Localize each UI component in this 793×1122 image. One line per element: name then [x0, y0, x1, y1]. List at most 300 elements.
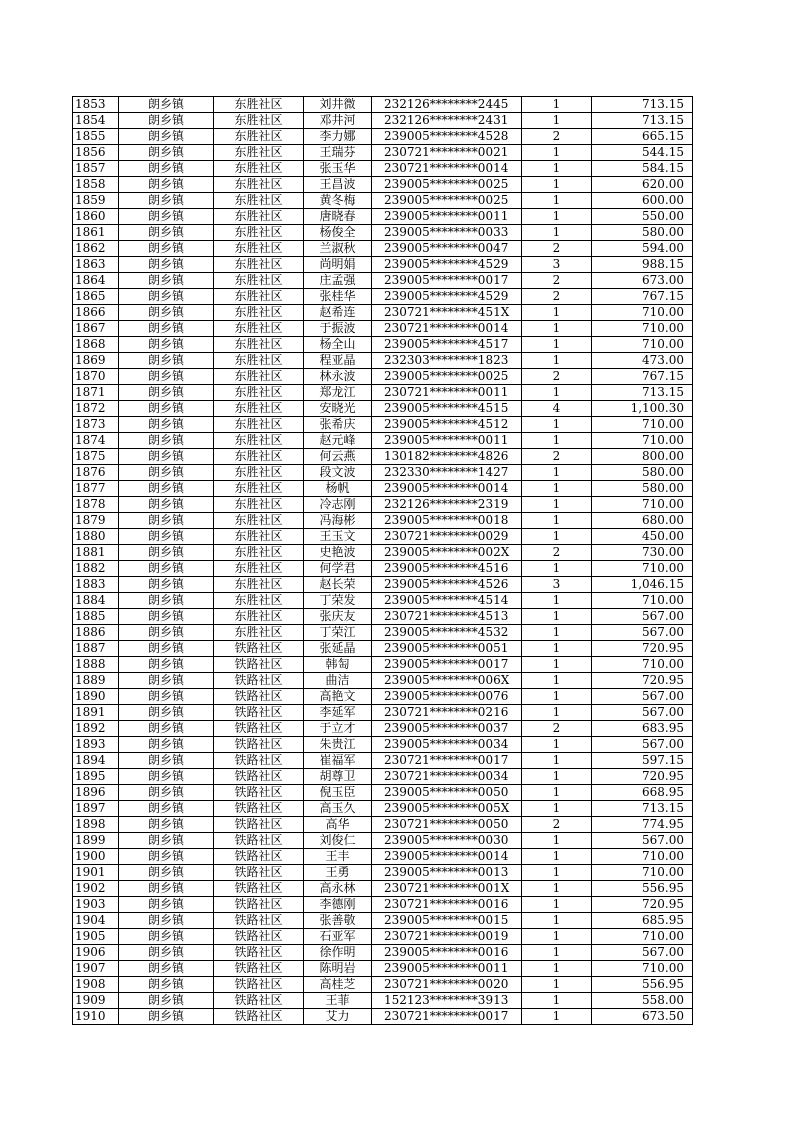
id-number-cell: 239005********0013 [372, 865, 522, 881]
serial-number-cell: 1891 [73, 705, 119, 721]
name-cell: 冷志刚 [304, 497, 372, 513]
table-row [73, 865, 693, 881]
amount-cell: 550.00 [592, 209, 693, 225]
table-row [73, 753, 693, 769]
name-cell: 高桂芝 [304, 977, 372, 993]
community-cell: 东胜社区 [214, 481, 304, 497]
table-row [73, 657, 693, 673]
serial-number-cell: 1875 [73, 449, 119, 465]
serial-number-cell: 1861 [73, 225, 119, 241]
community-cell: 铁路社区 [214, 785, 304, 801]
serial-number-cell: 1867 [73, 321, 119, 337]
serial-number-cell: 1874 [73, 433, 119, 449]
table-row [73, 833, 693, 849]
id-number-cell: 230721********0017 [372, 1009, 522, 1025]
name-cell: 黄冬梅 [304, 193, 372, 209]
community-cell: 铁路社区 [214, 929, 304, 945]
household-count-cell: 1 [522, 673, 592, 689]
amount-cell: 710.00 [592, 561, 693, 577]
id-number-cell: 239005********0011 [372, 209, 522, 225]
amount-cell: 710.00 [592, 657, 693, 673]
serial-number-cell: 1882 [73, 561, 119, 577]
amount-cell: 580.00 [592, 225, 693, 241]
amount-cell: 673.50 [592, 1009, 693, 1025]
town-cell: 朗乡镇 [119, 129, 214, 145]
table-row [73, 401, 693, 417]
serial-number-cell: 1864 [73, 273, 119, 289]
name-cell: 石亚军 [304, 929, 372, 945]
community-cell: 东胜社区 [214, 465, 304, 481]
serial-number-cell: 1866 [73, 305, 119, 321]
id-number-cell: 239005********0011 [372, 433, 522, 449]
name-cell: 安晓光 [304, 401, 372, 417]
amount-cell: 720.95 [592, 769, 693, 785]
name-cell: 丁荣江 [304, 625, 372, 641]
town-cell: 朗乡镇 [119, 497, 214, 513]
serial-number-cell: 1889 [73, 673, 119, 689]
town-cell: 朗乡镇 [119, 353, 214, 369]
household-count-cell: 1 [522, 929, 592, 945]
amount-cell: 713.15 [592, 113, 693, 129]
household-count-cell: 1 [522, 417, 592, 433]
serial-number-cell: 1881 [73, 545, 119, 561]
serial-number-cell: 1893 [73, 737, 119, 753]
amount-cell: 1,100.30 [592, 401, 693, 417]
id-number-cell: 232126********2319 [372, 497, 522, 513]
community-cell: 东胜社区 [214, 225, 304, 241]
community-cell: 东胜社区 [214, 337, 304, 353]
id-number-cell: 239005********0025 [372, 369, 522, 385]
community-cell: 东胜社区 [214, 385, 304, 401]
household-count-cell: 1 [522, 529, 592, 545]
amount-cell: 710.00 [592, 593, 693, 609]
id-number-cell: 230721********0014 [372, 161, 522, 177]
table-row [73, 465, 693, 481]
table-row [73, 721, 693, 737]
name-cell: 张希庆 [304, 417, 372, 433]
town-cell: 朗乡镇 [119, 817, 214, 833]
id-number-cell: 230721********0216 [372, 705, 522, 721]
community-cell: 东胜社区 [214, 273, 304, 289]
household-count-cell: 1 [522, 993, 592, 1009]
serial-number-cell: 1902 [73, 881, 119, 897]
household-count-cell: 1 [522, 961, 592, 977]
table-row [73, 577, 693, 593]
serial-number-cell: 1897 [73, 801, 119, 817]
community-cell: 东胜社区 [214, 129, 304, 145]
serial-number-cell: 1910 [73, 1009, 119, 1025]
town-cell: 朗乡镇 [119, 577, 214, 593]
household-count-cell: 3 [522, 257, 592, 273]
serial-number-cell: 1905 [73, 929, 119, 945]
id-number-cell: 230721********0034 [372, 769, 522, 785]
id-number-cell: 230721********0016 [372, 897, 522, 913]
town-cell: 朗乡镇 [119, 321, 214, 337]
name-cell: 张延晶 [304, 641, 372, 657]
household-count-cell: 1 [522, 209, 592, 225]
serial-number-cell: 1887 [73, 641, 119, 657]
id-number-cell: 239005********4516 [372, 561, 522, 577]
amount-cell: 600.00 [592, 193, 693, 209]
town-cell: 朗乡镇 [119, 561, 214, 577]
serial-number-cell: 1872 [73, 401, 119, 417]
table-row [73, 241, 693, 257]
serial-number-cell: 1909 [73, 993, 119, 1009]
serial-number-cell: 1894 [73, 753, 119, 769]
name-cell: 王昌波 [304, 177, 372, 193]
name-cell: 韩匋 [304, 657, 372, 673]
amount-cell: 567.00 [592, 945, 693, 961]
table-row [73, 449, 693, 465]
serial-number-cell: 1873 [73, 417, 119, 433]
household-count-cell: 1 [522, 1009, 592, 1025]
town-cell: 朗乡镇 [119, 1009, 214, 1025]
town-cell: 朗乡镇 [119, 257, 214, 273]
community-cell: 东胜社区 [214, 401, 304, 417]
serial-number-cell: 1854 [73, 113, 119, 129]
amount-cell: 710.00 [592, 865, 693, 881]
table-row [73, 433, 693, 449]
household-count-cell: 2 [522, 449, 592, 465]
town-cell: 朗乡镇 [119, 417, 214, 433]
id-number-cell: 239005********0025 [372, 193, 522, 209]
name-cell: 史艳波 [304, 545, 372, 561]
town-cell: 朗乡镇 [119, 433, 214, 449]
community-cell: 铁路社区 [214, 977, 304, 993]
serial-number-cell: 1895 [73, 769, 119, 785]
town-cell: 朗乡镇 [119, 593, 214, 609]
table-row [73, 881, 693, 897]
table-row [73, 97, 693, 113]
name-cell: 杨全山 [304, 337, 372, 353]
household-count-cell: 1 [522, 497, 592, 513]
id-number-cell: 239005********4512 [372, 417, 522, 433]
id-number-cell: 239005********0018 [372, 513, 522, 529]
household-count-cell: 1 [522, 113, 592, 129]
name-cell: 邓井河 [304, 113, 372, 129]
household-count-cell: 1 [522, 689, 592, 705]
amount-cell: 544.15 [592, 145, 693, 161]
household-count-cell: 1 [522, 593, 592, 609]
household-count-cell: 1 [522, 513, 592, 529]
town-cell: 朗乡镇 [119, 673, 214, 689]
name-cell: 高玉久 [304, 801, 372, 817]
town-cell: 朗乡镇 [119, 961, 214, 977]
town-cell: 朗乡镇 [119, 785, 214, 801]
id-number-cell: 239005********0076 [372, 689, 522, 705]
town-cell: 朗乡镇 [119, 241, 214, 257]
id-number-cell: 152123********3913 [372, 993, 522, 1009]
town-cell: 朗乡镇 [119, 705, 214, 721]
town-cell: 朗乡镇 [119, 881, 214, 897]
serial-number-cell: 1865 [73, 289, 119, 305]
amount-cell: 665.15 [592, 129, 693, 145]
amount-cell: 597.15 [592, 753, 693, 769]
name-cell: 张玉华 [304, 161, 372, 177]
id-number-cell: 230721********0017 [372, 753, 522, 769]
household-count-cell: 1 [522, 705, 592, 721]
community-cell: 东胜社区 [214, 561, 304, 577]
table-row [73, 737, 693, 753]
community-cell: 铁路社区 [214, 1009, 304, 1025]
household-count-cell: 1 [522, 353, 592, 369]
id-number-cell: 230721********0050 [372, 817, 522, 833]
name-cell: 张善敬 [304, 913, 372, 929]
household-count-cell: 1 [522, 881, 592, 897]
town-cell: 朗乡镇 [119, 945, 214, 961]
community-cell: 铁路社区 [214, 817, 304, 833]
household-count-cell: 1 [522, 801, 592, 817]
table-row [73, 673, 693, 689]
amount-cell: 556.95 [592, 881, 693, 897]
town-cell: 朗乡镇 [119, 929, 214, 945]
community-cell: 铁路社区 [214, 753, 304, 769]
amount-cell: 584.15 [592, 161, 693, 177]
table-row [73, 817, 693, 833]
community-cell: 东胜社区 [214, 625, 304, 641]
name-cell: 李德刚 [304, 897, 372, 913]
town-cell: 朗乡镇 [119, 529, 214, 545]
amount-cell: 710.00 [592, 321, 693, 337]
town-cell: 朗乡镇 [119, 449, 214, 465]
table-row [73, 561, 693, 577]
serial-number-cell: 1896 [73, 785, 119, 801]
community-cell: 铁路社区 [214, 769, 304, 785]
name-cell: 张庆友 [304, 609, 372, 625]
id-number-cell: 239005********0014 [372, 481, 522, 497]
community-cell: 东胜社区 [214, 545, 304, 561]
community-cell: 东胜社区 [214, 305, 304, 321]
household-count-cell: 1 [522, 833, 592, 849]
table-row [73, 161, 693, 177]
amount-cell: 710.00 [592, 497, 693, 513]
household-count-cell: 1 [522, 225, 592, 241]
town-cell: 朗乡镇 [119, 913, 214, 929]
household-count-cell: 1 [522, 97, 592, 113]
community-cell: 东胜社区 [214, 513, 304, 529]
amount-cell: 685.95 [592, 913, 693, 929]
table-row [73, 913, 693, 929]
id-number-cell: 239005********4514 [372, 593, 522, 609]
serial-number-cell: 1885 [73, 609, 119, 625]
amount-cell: 567.00 [592, 625, 693, 641]
table-row [73, 209, 693, 225]
name-cell: 杨帆 [304, 481, 372, 497]
id-number-cell: 239005********0030 [372, 833, 522, 849]
community-cell: 铁路社区 [214, 849, 304, 865]
household-count-cell: 4 [522, 401, 592, 417]
household-count-cell: 1 [522, 977, 592, 993]
serial-number-cell: 1898 [73, 817, 119, 833]
amount-cell: 767.15 [592, 369, 693, 385]
amount-cell: 800.00 [592, 449, 693, 465]
name-cell: 张桂华 [304, 289, 372, 305]
amount-cell: 767.15 [592, 289, 693, 305]
amount-cell: 710.00 [592, 849, 693, 865]
id-number-cell: 239005********4517 [372, 337, 522, 353]
id-number-cell: 230721********4513 [372, 609, 522, 625]
town-cell: 朗乡镇 [119, 209, 214, 225]
name-cell: 陈明岩 [304, 961, 372, 977]
community-cell: 铁路社区 [214, 993, 304, 1009]
amount-cell: 567.00 [592, 705, 693, 721]
amount-cell: 720.95 [592, 641, 693, 657]
name-cell: 丁荣发 [304, 593, 372, 609]
household-count-cell: 1 [522, 433, 592, 449]
town-cell: 朗乡镇 [119, 465, 214, 481]
name-cell: 王丰 [304, 849, 372, 865]
name-cell: 唐晓春 [304, 209, 372, 225]
table-row [73, 945, 693, 961]
amount-cell: 710.00 [592, 337, 693, 353]
id-number-cell: 239005********0017 [372, 657, 522, 673]
name-cell: 杨俊全 [304, 225, 372, 241]
id-number-cell: 232303********1823 [372, 353, 522, 369]
town-cell: 朗乡镇 [119, 625, 214, 641]
community-cell: 铁路社区 [214, 641, 304, 657]
town-cell: 朗乡镇 [119, 145, 214, 161]
table-row [73, 769, 693, 785]
name-cell: 高华 [304, 817, 372, 833]
id-number-cell: 232330********1427 [372, 465, 522, 481]
id-number-cell: 232126********2431 [372, 113, 522, 129]
id-number-cell: 239005********4528 [372, 129, 522, 145]
community-cell: 东胜社区 [214, 161, 304, 177]
serial-number-cell: 1857 [73, 161, 119, 177]
table-body [73, 97, 693, 1025]
household-count-cell: 1 [522, 321, 592, 337]
serial-number-cell: 1869 [73, 353, 119, 369]
amount-cell: 673.00 [592, 273, 693, 289]
name-cell: 段文波 [304, 465, 372, 481]
household-count-cell: 1 [522, 641, 592, 657]
amount-cell: 450.00 [592, 529, 693, 545]
serial-number-cell: 1892 [73, 721, 119, 737]
community-cell: 东胜社区 [214, 577, 304, 593]
household-count-cell: 2 [522, 817, 592, 833]
name-cell: 程亚晶 [304, 353, 372, 369]
name-cell: 兰淑秋 [304, 241, 372, 257]
table-row [73, 481, 693, 497]
amount-cell: 713.15 [592, 801, 693, 817]
community-cell: 铁路社区 [214, 689, 304, 705]
household-count-cell: 1 [522, 769, 592, 785]
id-number-cell: 239005********0034 [372, 737, 522, 753]
name-cell: 高永林 [304, 881, 372, 897]
name-cell: 赵元峰 [304, 433, 372, 449]
serial-number-cell: 1883 [73, 577, 119, 593]
id-number-cell: 239005********4526 [372, 577, 522, 593]
table-row [73, 897, 693, 913]
amount-cell: 620.00 [592, 177, 693, 193]
amount-cell: 720.95 [592, 673, 693, 689]
amount-cell: 473.00 [592, 353, 693, 369]
amount-cell: 567.00 [592, 609, 693, 625]
community-cell: 东胜社区 [214, 209, 304, 225]
table-row [73, 177, 693, 193]
id-number-cell: 239005********0014 [372, 849, 522, 865]
serial-number-cell: 1908 [73, 977, 119, 993]
name-cell: 朱贵江 [304, 737, 372, 753]
serial-number-cell: 1855 [73, 129, 119, 145]
table-row [73, 801, 693, 817]
household-count-cell: 3 [522, 577, 592, 593]
name-cell: 庄孟强 [304, 273, 372, 289]
name-cell: 艾力 [304, 1009, 372, 1025]
table-row [73, 113, 693, 129]
household-count-cell: 1 [522, 385, 592, 401]
amount-cell: 713.15 [592, 97, 693, 113]
serial-number-cell: 1878 [73, 497, 119, 513]
amount-cell: 594.00 [592, 241, 693, 257]
table-row [73, 289, 693, 305]
serial-number-cell: 1906 [73, 945, 119, 961]
amount-cell: 668.95 [592, 785, 693, 801]
household-count-cell: 2 [522, 545, 592, 561]
community-cell: 铁路社区 [214, 913, 304, 929]
serial-number-cell: 1890 [73, 689, 119, 705]
amount-cell: 558.00 [592, 993, 693, 1009]
serial-number-cell: 1871 [73, 385, 119, 401]
household-count-cell: 1 [522, 625, 592, 641]
community-cell: 铁路社区 [214, 865, 304, 881]
amount-cell: 988.15 [592, 257, 693, 273]
serial-number-cell: 1886 [73, 625, 119, 641]
town-cell: 朗乡镇 [119, 113, 214, 129]
community-cell: 东胜社区 [214, 497, 304, 513]
table-row [73, 193, 693, 209]
name-cell: 林永波 [304, 369, 372, 385]
town-cell: 朗乡镇 [119, 721, 214, 737]
table-row [73, 225, 693, 241]
community-cell: 铁路社区 [214, 881, 304, 897]
serial-number-cell: 1899 [73, 833, 119, 849]
table-row [73, 609, 693, 625]
household-count-cell: 1 [522, 657, 592, 673]
name-cell: 刘井微 [304, 97, 372, 113]
table-row [73, 977, 693, 993]
id-number-cell: 230721********0029 [372, 529, 522, 545]
town-cell: 朗乡镇 [119, 641, 214, 657]
name-cell: 王玉文 [304, 529, 372, 545]
amount-cell: 567.00 [592, 737, 693, 753]
serial-number-cell: 1884 [73, 593, 119, 609]
amount-cell: 680.00 [592, 513, 693, 529]
name-cell: 刘俊仁 [304, 833, 372, 849]
town-cell: 朗乡镇 [119, 305, 214, 321]
community-cell: 东胜社区 [214, 97, 304, 113]
id-number-cell: 239005********002X [372, 545, 522, 561]
amount-cell: 774.95 [592, 817, 693, 833]
id-number-cell: 230721********0019 [372, 929, 522, 945]
community-cell: 东胜社区 [214, 529, 304, 545]
id-number-cell: 230721********451X [372, 305, 522, 321]
household-count-cell: 1 [522, 337, 592, 353]
table-row [73, 305, 693, 321]
household-count-cell: 1 [522, 865, 592, 881]
id-number-cell: 239005********0011 [372, 961, 522, 977]
name-cell: 何学君 [304, 561, 372, 577]
table-row [73, 385, 693, 401]
table-row [73, 257, 693, 273]
id-number-cell: 239005********0051 [372, 641, 522, 657]
table-row [73, 593, 693, 609]
community-cell: 东胜社区 [214, 241, 304, 257]
household-count-cell: 1 [522, 945, 592, 961]
amount-cell: 730.00 [592, 545, 693, 561]
name-cell: 王勇 [304, 865, 372, 881]
table-row [73, 529, 693, 545]
